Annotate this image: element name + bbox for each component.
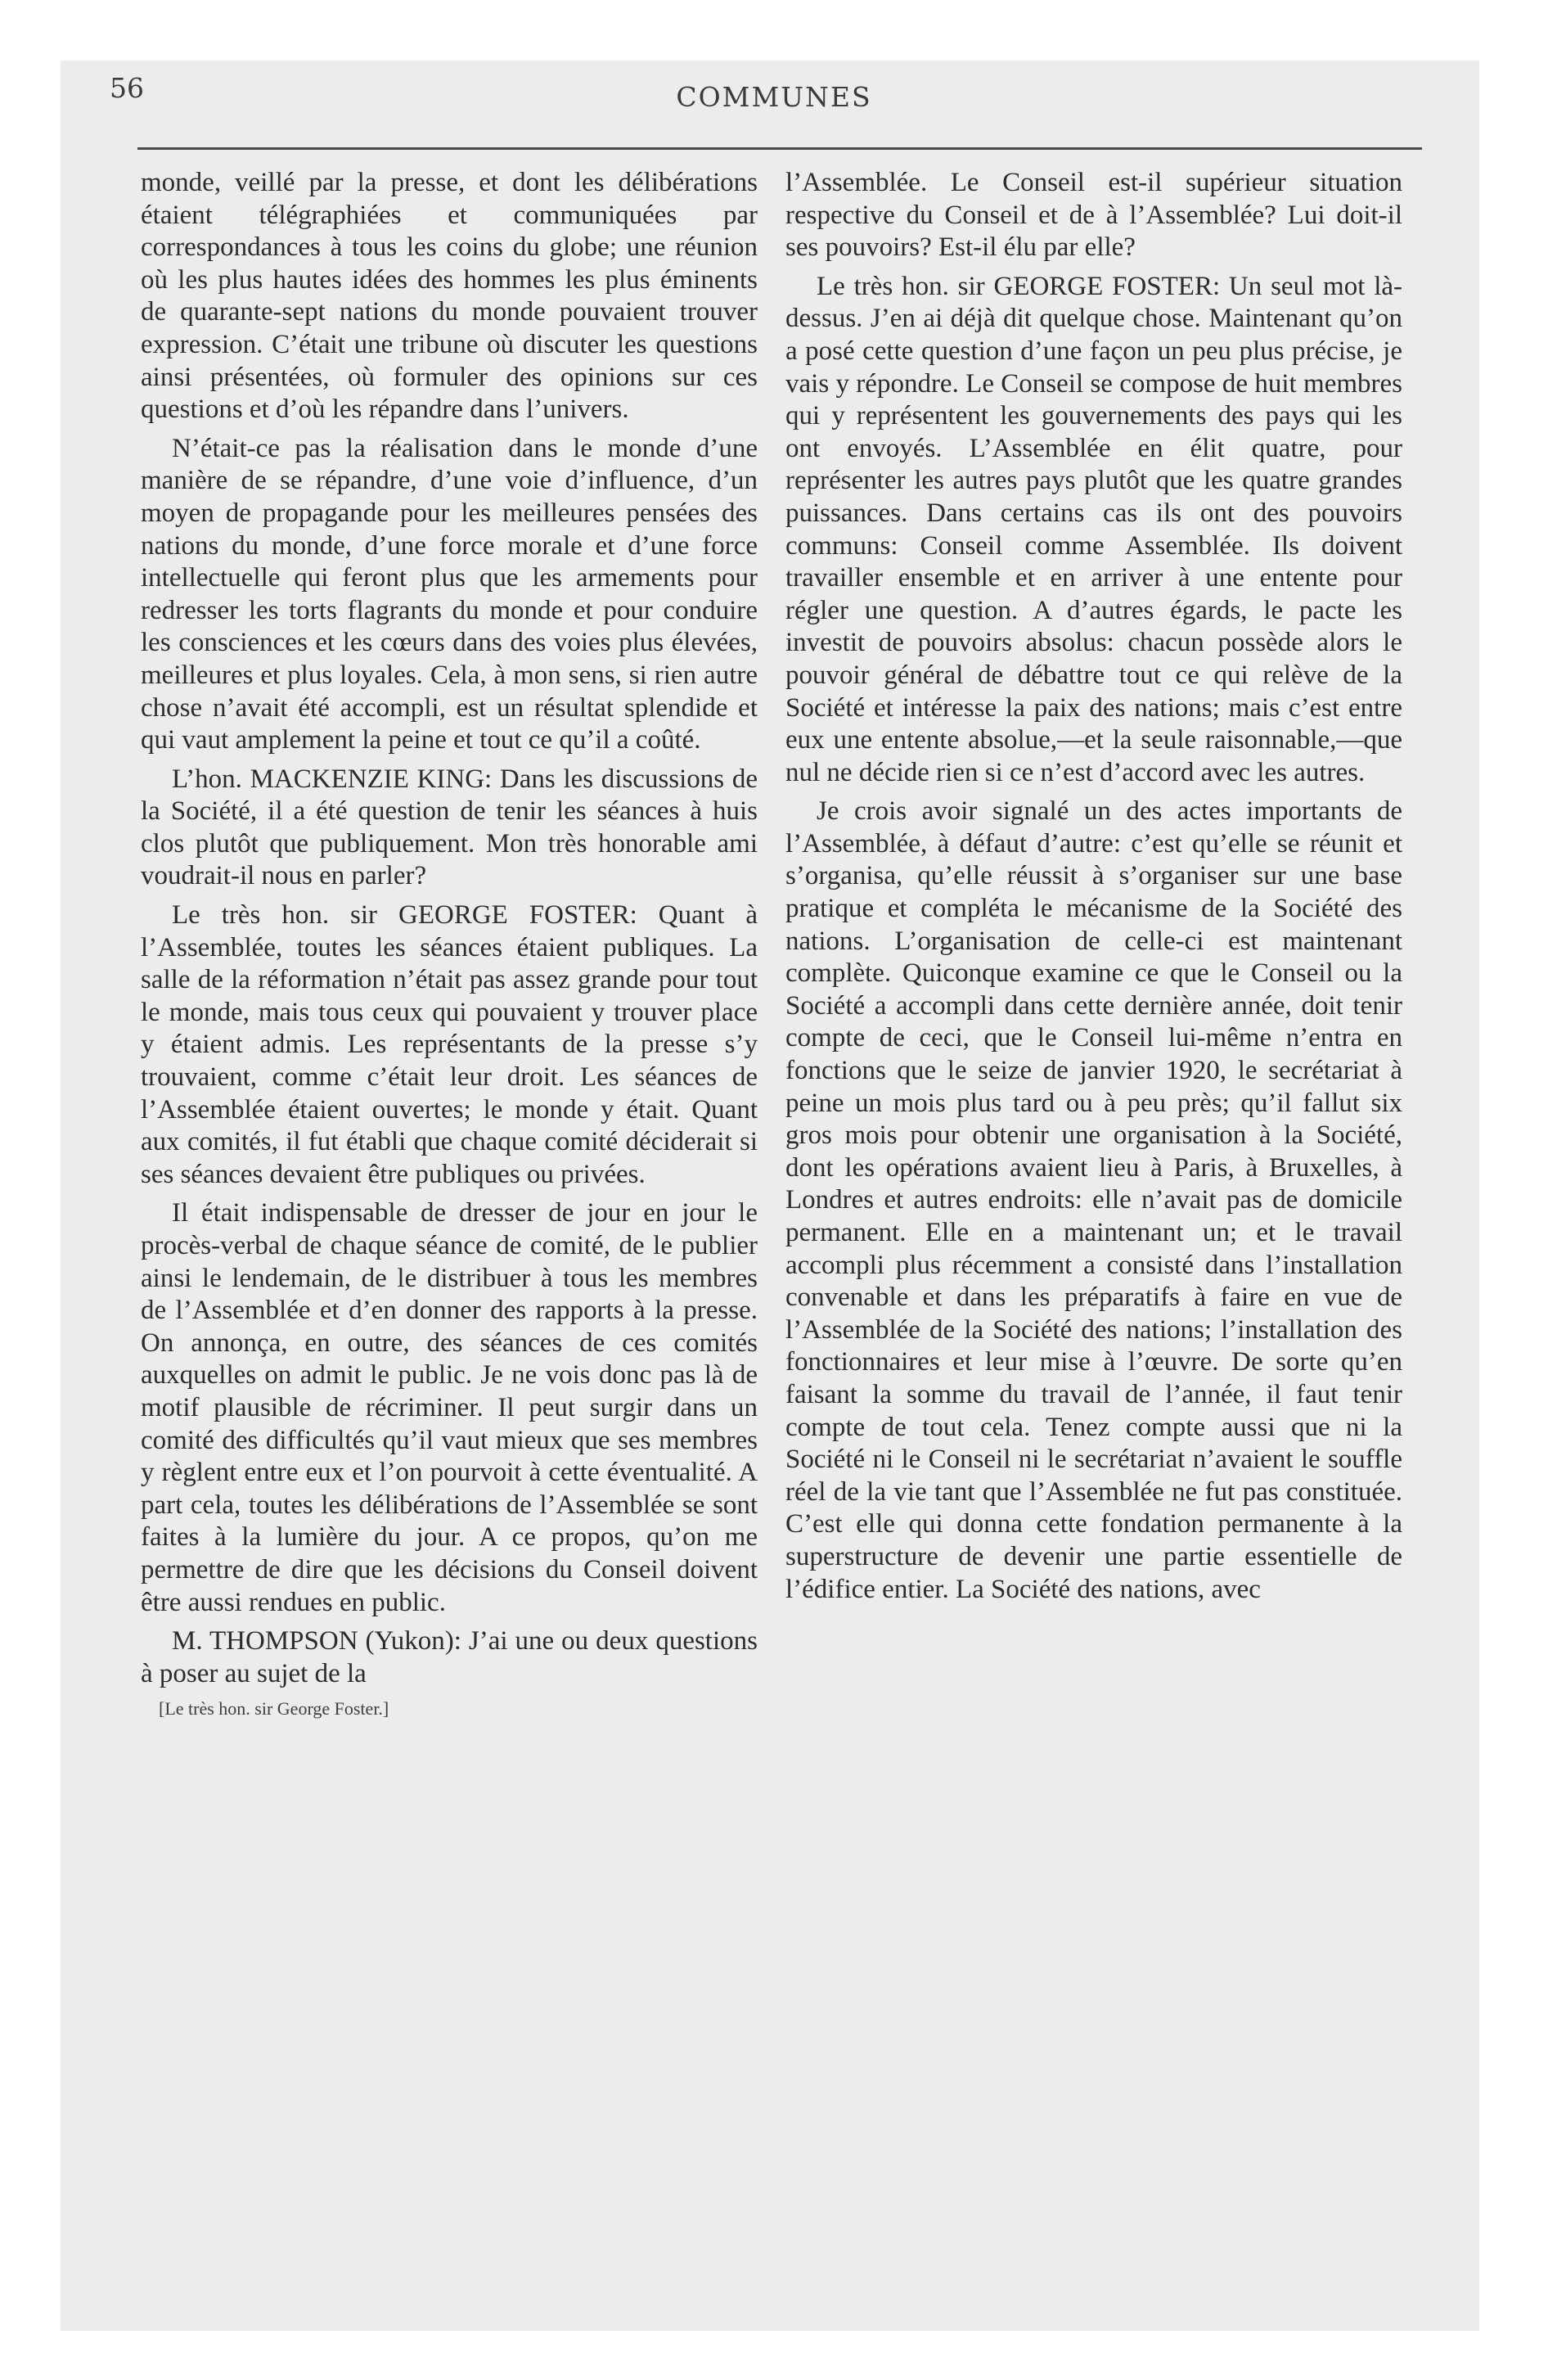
paragraph: N’était-ce pas la réalisation dans le monde d’une manière de se répandre, d’une voie d’influence, d’un moyen de propagande pour les meilleures pensées des nations du monde, d’une force morale et d’une force intellectuelle qui feront plus que les armements pour redresser les torts flagrants du monde et pour conduire les consciences et les cœurs dans des voies plus élevées, meilleures et plus loyales. Cela, à mon sens, si rien autre chose n’avait été accompli, est un résultat splendide et qui vaut amplement la peine et tout ce qu’il a coûté.: [141, 433, 758, 755]
left-column: [141, 167, 758, 1728]
paragraph: L’hon. MACKENZIE KING: Dans les discussions de la Société, il a été question de tenir les séances à huis clos plutôt que publiquement. Mon très honorable ami voudrait-il nous en parler?: [141, 764, 758, 891]
header-rule: [137, 147, 1422, 150]
page-number: 56: [110, 72, 144, 104]
paragraph: Le très hon. sir GEORGE FOSTER: Un seul mot là-dessus. J’en ai déjà dit quelque chose. Maintenant qu’on a posé cette question d’une façon un peu plus précise, je vais y répondre. Le Conseil se compose de huit membres qui y représentent les gouvernements des pays qui les ont envoyés. L’Assemblée en élit quatre, pour représenter les autres pays plutôt que les quatre grandes puissances. Dans certains cas ils ont des pouvoirs communs: Conseil comme Assemblée. Ils doivent travailler ensemble et en arriver à une entente pour régler une question. A d’autres égards, le pacte les investit de pouvoirs absolus: chacun possède alors le pouvoir général de débattre tout ce qui relève de la Société et intéresse la paix des nations; mais c’est entre eux une entente absolue,—et la seule raisonnable,—que nul ne décide rien si ce n’est d’accord avec les autres.: [785, 271, 1402, 787]
paragraph: l’Assemblée. Le Conseil est-il supérieur situation respective du Conseil et de à l’Assemblée? Lui doit-il ses pouvoirs? Est-il élu par elle?: [785, 168, 1402, 263]
paragraph: M. THOMPSON (Yukon): J’ai une ou deux questions à poser au sujet de la: [141, 1626, 758, 1688]
paragraph: monde, veillé par la presse, et dont les délibérations étaient télégraphiées et communiquées par correspondances à tous les coins du globe; une réunion où les plus hautes idées des hommes les plus éminents de quarante-sept nations du monde pouvaient trouver expression. C’était une tribune où discuter les questions ainsi présentées, où formuler des opinions sur ces questions et d’où les répandre dans l’univers.: [141, 168, 758, 425]
right-column: [785, 167, 1402, 1612]
paragraph: Il était indispensable de dresser de jour en jour le procès-verbal de chaque séance de comité, de le publier ainsi le lendemain, de le distribuer à tous les membres de l’Assemblée et d’en donner des rapports à la presse. On annonça, en outre, des séances de ces comités auxquelles on admit le public. Je ne vois donc pas là de motif plausible de récriminer. Il peut surgir dans un comité des difficultés qu’il vaut mieux que ses membres y règlent entre eux et l’on pourvoit à cette éventualité. A part cela, toutes les délibérations de l’Assemblée se sont faites à la lumière du jour. A ce propos, qu’on me permettre de dire que les décisions du Conseil doivent être aussi rendues en public.: [141, 1198, 758, 1617]
speaker-footnote: [Le très hon. sir George Foster.]: [159, 1698, 389, 1720]
paragraph: Le très hon. sir GEORGE FOSTER: Quant à l’Assemblée, toutes les séances étaient publiques. La salle de la réformation n’était pas assez grande pour tout le monde, mais tous ceux qui pouvaient y trouver place y étaient admis. Les représentants de la presse s’y trouvaient, comme c’était leur droit. Les séances de l’Assemblée étaient ouvertes; le monde y était. Quant aux comités, il fut établi que chaque comité déciderait si ses séances devaient être publiques ou privées.: [141, 900, 758, 1189]
paragraph: Je crois avoir signalé un des actes importants de l’Assemblée, à défaut d’autre: c’est qu’elle se réunit et s’organisa, qu’elle réussit à s’organiser sur une base pratique et compléta le mécanisme de la Société des nations. L’organisation de celle-ci est maintenant complète. Quiconque examine ce que le Conseil ou la Société a accompli dans cette dernière année, doit tenir compte de ceci, que le Conseil lui-même n’entra en fonctions que le seize de janvier 1920, le secrétariat à peine un mois plus tard ou à peu près; qu’il fallut six gros mois pour obtenir une organisation à la Société, dont les opérations avaient lieu à Paris, à Bruxelles, à Londres et autres endroits: elle n’avait pas de domicile permanent. Elle en a maintenant un; et le travail accompli plus récemment a consisté dans l’installation convenable et dans les préparatifs à faire en vue de l’Assemblée de la Société des nations; l’installation des fonctionnaires et leur mise à l’œuvre. De sorte qu’en faisant la somme du travail de l’année, il faut tenir compte de tout cela. Tenez compte aussi que ni la Société ni le Conseil ni le secrétariat n’avaient le souffle réel de la vie tant que l’Assemblée ne fut pas constituée. C’est elle qui donna cette fondation permanente à la superstructure de devenir une partie essentielle de l’édifice entier. La Société des nations, avec: [785, 796, 1402, 1604]
running-head: COMMUNES: [676, 81, 872, 113]
